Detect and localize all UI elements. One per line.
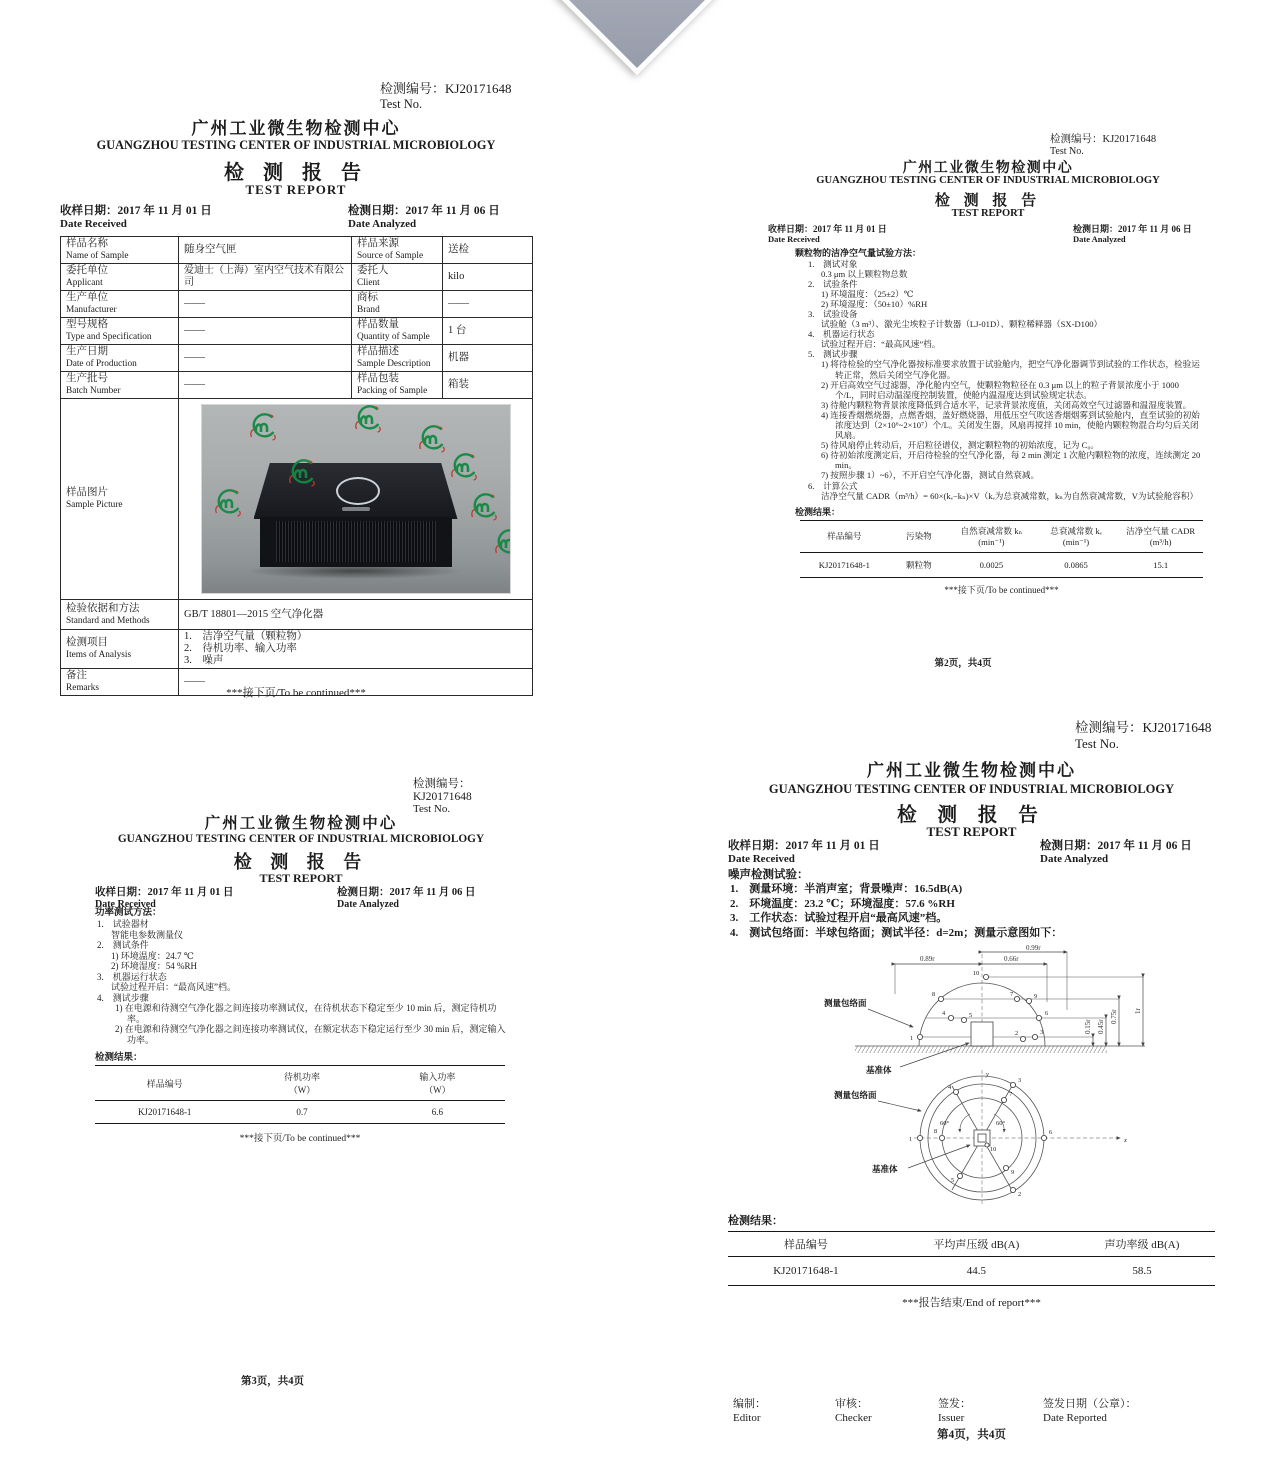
point-label: 9	[1034, 993, 1038, 1001]
cadr-results-table	[800, 520, 1203, 578]
method-section	[95, 908, 507, 1144]
method-line: 4. 测试步骤	[97, 992, 149, 1003]
dim-label: 1r	[1134, 1008, 1142, 1015]
method-line: 智能电参数测量仪	[111, 929, 184, 940]
section-title: 功率测试方法：	[95, 908, 162, 918]
envelope-surface-label: 测量包络面	[824, 998, 867, 1009]
test-number-en: Test No.	[1050, 146, 1084, 157]
sample-info-table	[60, 236, 533, 696]
table-row	[800, 552, 1203, 577]
date-received-block	[768, 224, 887, 244]
col-header-unit: （W）	[288, 1085, 316, 1095]
test-number: 检测编号：KJ20171648	[380, 81, 512, 96]
sign-date	[1043, 1398, 1137, 1425]
table-header-row	[800, 520, 1203, 552]
cell-standby-power: 0.7	[296, 1107, 308, 1117]
noise-test-section	[728, 868, 1215, 1310]
row-label: 样品数量	[357, 319, 399, 330]
sign-checker	[835, 1398, 872, 1425]
sign-label: 审核：	[835, 1398, 868, 1410]
angle-label: 60°	[996, 1120, 1006, 1128]
test-number-en: Test No.	[413, 803, 451, 815]
date-analyzed: 检测日期：2017 年 11 月 06 日	[1073, 224, 1192, 234]
section-title: 颗粒物的洁净空气量试验方法：	[795, 248, 922, 258]
row-value: ——	[448, 298, 469, 309]
report-title-cn: 检 测 报 告	[934, 193, 1042, 209]
dim-label: 0.45r	[1097, 1019, 1105, 1035]
row-label: 商标	[357, 292, 378, 303]
report-title-cn: 检 测 报 告	[224, 162, 368, 184]
row-label-en: Packing of Sample	[357, 386, 428, 396]
row-label: 样品描述	[357, 346, 399, 357]
row-value: kilo	[448, 271, 465, 282]
row-label-en: Batch Number	[66, 386, 121, 396]
dim-label: 0.89r	[920, 955, 935, 964]
date-analyzed-en: Date Analyzed	[1040, 853, 1109, 865]
cell-pollutant: 颗粒物	[905, 559, 932, 570]
formula-line: 洁净空气量 CADR（m³/h）= 60×(kₑ−kₙ)×V（kₑ为总衰减常数，kₙ为自然衰减常数，V为试验舱容积）	[821, 490, 1199, 501]
row-value: ——	[184, 325, 205, 336]
row-label: 委托人	[357, 265, 389, 276]
table-row	[61, 372, 533, 399]
center-name-cn: 广州工业微生物检测中心	[902, 161, 1074, 176]
method-line: 3. 机器运行状态	[97, 971, 167, 982]
row-label-en: Standard and Methods	[66, 615, 150, 626]
date-received: 收样日期：2017 年 11 月 01 日	[60, 205, 212, 217]
sign-label: 签发日期（公章）：	[1043, 1398, 1137, 1410]
date-received-block	[60, 205, 212, 231]
remarks-value: ——	[184, 676, 205, 687]
date-analyzed-en: Date Analyzed	[337, 898, 399, 910]
center-name-en: GUANGZHOU TESTING CENTER OF INDUSTRIAL MICROBIOLOGY	[768, 782, 1175, 796]
center-name-cn: 广州工业微生物检测中心	[867, 761, 1076, 780]
point-label: 10	[973, 970, 980, 978]
method-line: 2. 试验条件	[808, 278, 858, 289]
test-number-block	[1075, 716, 1212, 752]
point-label: 4	[948, 1084, 952, 1092]
date-analyzed: 检测日期：2017 年 11 月 06 日	[337, 887, 476, 898]
method-line: 1. 试验器材	[97, 919, 149, 929]
row-value: ——	[184, 298, 205, 309]
page-footer: 第3页，共4页	[241, 1376, 304, 1387]
col-header: 污染物	[905, 531, 932, 542]
date-analyzed-block	[348, 205, 500, 231]
device-brand-mark	[342, 507, 370, 511]
test-number-block	[380, 78, 511, 112]
row-label-en: Manufacturer	[66, 305, 117, 315]
row-value: 随身空气匣	[184, 244, 237, 255]
row-label: 委托单位	[66, 265, 108, 276]
method-step: 2) 开启高效空气过滤器，净化舱内空气，使颗粒物粒径在 0.3 μm 以上的粒子背景浓度小于 1000 个/L，同时启动温湿度控制装置，使舱内温湿度达到试验规定状态。	[821, 379, 1179, 400]
date-received: 收样日期：2017 年 11 月 01 日	[95, 887, 234, 898]
report-title-en: TEST REPORT	[259, 871, 343, 885]
row-label: 生产批号	[66, 373, 108, 384]
method-line: 试验过程开启：“最高风速”档。	[111, 982, 236, 992]
date-received-en: Date Received	[60, 218, 127, 230]
method-step: 7) 按照步骤 1）~6），不开启空气净化器，测试自然衰减。	[821, 470, 1040, 481]
row-label: 备注	[66, 670, 87, 681]
analysis-item: 2. 待机功率、输入功率	[184, 643, 297, 654]
envelope-surface-label: 测量包络面	[834, 1090, 877, 1101]
device-ring	[336, 477, 380, 505]
cell-cadr: 15.1	[1153, 559, 1169, 570]
col-header: 洁净空气量 CADR	[1126, 526, 1196, 537]
center-name-en: GUANGZHOU TESTING CENTER OF INDUSTRIAL MICROBIOLOGY	[96, 138, 496, 152]
noise-test-line: 4. 测试包络面：半球包络面；测试半径：d=2m；测量示意图如下：	[730, 926, 1063, 939]
report-title-cn: 检 测 报 告	[897, 805, 1046, 826]
method-step: 1) 将待检验的空气净化器按标准要求放置于试验舱内，把空气净化器调节到试验的工作状态，检验运转正常，然后关闭空气净化器。	[821, 359, 1200, 380]
method-line: 5. 测试步骤	[808, 349, 858, 360]
point-label: 7	[1010, 991, 1014, 999]
col-header: 总衰减常数 kₑ	[1050, 525, 1102, 536]
center-name-en: GUANGZHOU TESTING CENTER OF INDUSTRIAL MICROBIOLOGY	[117, 833, 485, 845]
point-label: 7	[1009, 1091, 1013, 1099]
cell-kn: 0.0025	[979, 559, 1004, 570]
analysis-item: 1. 洁净空气量（颗粒物）	[184, 631, 308, 642]
row-value: 1 台	[448, 325, 467, 336]
method-line: 1) 环境温度：24.7 ℃	[111, 950, 194, 961]
col-header-unit: (min⁻¹)	[1062, 536, 1090, 547]
center-name-cn: 广州工业微生物检测中心	[191, 119, 401, 138]
date-analyzed-block	[1073, 224, 1192, 244]
point-label: 5	[969, 1012, 973, 1020]
method-line: 1) 环境温度：（25±2）℃	[821, 288, 914, 299]
point-label: 8	[932, 991, 936, 999]
point-label: 5	[951, 1177, 955, 1185]
test-number: 检测编号：KJ20171648	[1050, 134, 1157, 145]
row-label-en: Client	[357, 278, 380, 288]
method-step: 2) 在电源和待测空气净化器之间连接功率测试仪，在额定状态下稳定运行至少 30 min 后，测定输入功率。	[115, 1024, 506, 1045]
cell-spl: 44.5	[966, 1265, 986, 1278]
date-received: 收样日期：2017 年 11 月 01 日	[768, 224, 887, 234]
center-name-cn: 广州工业微生物检测中心	[204, 815, 398, 832]
row-value: ——	[184, 379, 205, 390]
watermark-stamp-icon	[247, 413, 279, 443]
watermark-stamp-icon	[286, 459, 318, 489]
row-label: 样品名称	[66, 238, 108, 249]
row-label: 型号规格	[66, 319, 108, 330]
col-header-unit: (m³/h)	[1149, 537, 1172, 548]
report-page-3	[95, 775, 507, 1395]
col-header: 声功率级 dB(A)	[1069, 1232, 1215, 1257]
result-label: 检测结果：	[95, 1053, 143, 1063]
row-value: 箱装	[448, 379, 469, 390]
report-page-4	[728, 710, 1215, 1458]
dim-label: 0.75r	[1110, 1009, 1118, 1025]
noise-measurement-diagram	[820, 944, 1160, 1208]
center-name-en: GUANGZHOU TESTING CENTER OF INDUSTRIAL MICROBIOLOGY	[816, 175, 1160, 186]
watermark-stamp-icon	[492, 529, 511, 559]
analysis-item: 3. 噪声	[184, 655, 224, 666]
point-label: 3	[1040, 1029, 1044, 1037]
point-label: 9	[1011, 1169, 1015, 1177]
cell-ke: 0.0865	[1064, 559, 1088, 570]
row-label: 生产单位	[66, 292, 108, 303]
photo-label-en: Sample Picture	[66, 500, 123, 510]
sign-label-en: Checker	[835, 1411, 872, 1424]
cell-sample-id: KJ20171648-1	[773, 1265, 839, 1278]
col-header: 自然衰减常数 kₙ	[960, 525, 1023, 536]
date-analyzed: 检测日期：2017 年 11 月 06 日	[348, 205, 500, 217]
to-be-continued: ***接下页/To be continued***	[226, 687, 366, 699]
dim-label: 0.15r	[1084, 1019, 1092, 1035]
sample-photo	[201, 404, 511, 594]
point-label: 6	[1045, 1010, 1049, 1018]
method-line: 2) 环境湿度：（50±10）%RH	[821, 298, 928, 309]
row-label-en: Applicant	[66, 278, 103, 288]
method-line: 试验舱（3 m³）、激光尘埃粒子计数器（LJ-01D）、颗粒稀释器（SX-D100）	[821, 319, 1103, 330]
result-label: 检测结果：	[728, 1215, 783, 1228]
page-footer: 第2页，共4页	[934, 659, 992, 669]
point-label: 6	[1049, 1129, 1053, 1137]
table-row	[61, 600, 533, 630]
sign-label-en: Editor	[733, 1411, 761, 1424]
point-label: 4	[942, 1010, 946, 1018]
method-step: 4) 连接香烟燃烧器，点燃香烟，盖好燃烧器，用低压空气吹送香烟烟雾到试验舱内，直至试验的初始浓度达到（2×10⁶~2×10⁷）个/L。关闭发生器，风扇再搅拌 10 min，使舱内颗粒物混合均匀后关闭风扇。	[821, 409, 1200, 441]
row-label: 生产日期	[66, 346, 108, 357]
method-section	[795, 248, 1203, 596]
table-row	[61, 264, 533, 291]
point-label: 1	[910, 1035, 914, 1043]
row-label: 样品包装	[357, 373, 399, 384]
air-purifier-top	[254, 463, 458, 519]
method-line: 1. 测试对象	[808, 258, 858, 269]
point-label: 3	[1018, 1077, 1022, 1085]
point-label: 2	[1018, 1191, 1022, 1199]
report-title-en: TEST REPORT	[951, 208, 1025, 219]
watermark-stamp-icon	[352, 405, 384, 435]
row-label-en: Type and Specification	[66, 332, 152, 342]
method-line: 6. 计算公式	[808, 480, 858, 491]
point-label: 1	[909, 1136, 913, 1144]
date-received: 收样日期：2017 年 11 月 01 日	[728, 840, 880, 852]
sign-editor	[733, 1398, 766, 1425]
test-number-block	[413, 775, 507, 815]
axis-x-label: x	[1124, 1137, 1127, 1145]
method-step: 1) 在电源和待测空气净化器之间连接功率测试仪，在待机状态下稳定至少 10 min 后，测定待机功率。	[115, 1003, 497, 1024]
test-number-en: Test No.	[380, 97, 423, 111]
row-value: 送检	[448, 244, 469, 255]
noise-results-table	[728, 1231, 1215, 1286]
col-header: 样品编号	[827, 531, 862, 542]
date-analyzed-en: Date Analyzed	[348, 218, 417, 230]
date-analyzed: 检测日期：2017 年 11 月 06 日	[1040, 840, 1192, 852]
watermark-stamp-icon	[448, 453, 480, 483]
power-results-table	[95, 1065, 505, 1124]
report-title-en: TEST REPORT	[926, 824, 1017, 839]
section-title: 噪声检测试验：	[728, 869, 809, 881]
col-header: 样品编号	[146, 1078, 183, 1089]
noise-test-line: 3. 工作状态：试验过程开启“最高风速”档。	[730, 912, 948, 925]
noise-test-line: 1. 测量环境：半消声室；背景噪声：16.5dB(A)	[730, 883, 963, 895]
dim-label: 0.66r	[1004, 955, 1019, 964]
sign-label: 签发：	[938, 1398, 971, 1410]
sign-label-en: Date Reported	[1043, 1411, 1107, 1424]
table-row	[61, 345, 533, 372]
col-header: 待机功率	[284, 1072, 321, 1082]
sign-label: 编制：	[733, 1398, 766, 1410]
test-number-en: Test No.	[1075, 736, 1119, 751]
method-step: 5) 待风扇停止转动后，开启粒径谱仪，测定颗粒物的初始浓度，记为 C₀。	[821, 440, 1099, 451]
cell-sample-id: KJ20171648-1	[137, 1107, 192, 1117]
row-label-en: Name of Sample	[66, 251, 129, 261]
point-label: 2	[1015, 1030, 1019, 1038]
watermark-stamp-icon	[212, 489, 244, 519]
report-title-cn: 检 测 报 告	[233, 852, 369, 872]
col-header: 输入功率	[419, 1072, 456, 1082]
table-row	[61, 237, 533, 264]
air-purifier-front	[260, 517, 452, 567]
table-header-row	[95, 1066, 505, 1101]
table-row	[95, 1101, 505, 1124]
col-header: 样品编号	[728, 1232, 884, 1257]
row-label: 检验依据和方法	[66, 602, 140, 614]
row-label-en: Date of Production	[66, 359, 137, 369]
row-value: ——	[184, 352, 205, 363]
point-label: 8	[934, 1128, 938, 1136]
sign-issuer	[938, 1398, 971, 1425]
standards-value: GB/T 18801—2015 空气净化器	[184, 608, 324, 620]
report-page-1	[60, 78, 532, 720]
sample-picture-row	[61, 399, 533, 600]
test-number-block	[1050, 131, 1156, 157]
method-line: 2) 环境湿度：54 %RH	[111, 961, 197, 971]
row-label: 样品来源	[357, 238, 399, 249]
result-label: 检测结果：	[795, 506, 841, 517]
method-line: 2. 测试条件	[97, 940, 149, 950]
end-of-report: ***报告结束/End of report***	[902, 1297, 1041, 1310]
date-received-en: Date Received	[768, 234, 820, 244]
dim-label: 0.99r	[1026, 944, 1041, 953]
date-analyzed-en: Date Analyzed	[1073, 234, 1126, 244]
method-line: 试验过程开启：“最高风速”档。	[821, 339, 941, 350]
row-label-en: Brand	[357, 305, 380, 315]
noise-test-line: 2. 环境温度：23.2 ℃；环境湿度：57.6 %RH	[730, 897, 955, 910]
photo-label: 样品图片	[66, 487, 108, 498]
method-line: 4. 机器运行状态	[808, 329, 875, 340]
axis-y-label: y	[986, 1071, 989, 1079]
report-page-2	[768, 131, 1208, 679]
row-label-en: Sample Description	[357, 359, 431, 369]
row-value: 爱迪士（上海）室内空气技术有限公司	[184, 265, 344, 288]
watermark-stamp-icon	[416, 425, 448, 455]
row-label-en: Source of Sample	[357, 251, 424, 261]
test-number: 检测编号：KJ20171648	[413, 778, 472, 803]
date-received-en: Date Received	[95, 898, 156, 910]
device-mesh	[276, 521, 436, 562]
cell-input-power: 6.6	[431, 1107, 443, 1117]
col-header-unit: (min⁻¹)	[978, 536, 1005, 547]
col-header-unit: （W）	[424, 1085, 451, 1095]
reference-body-label: 基准体	[872, 1164, 898, 1175]
cell-sample-id: KJ20171648-1	[818, 559, 870, 570]
date-analyzed-block	[1040, 840, 1192, 866]
method-line: 3. 试验设备	[808, 308, 858, 319]
date-received-en: Date Received	[728, 853, 795, 865]
table-row	[728, 1257, 1215, 1286]
table-row	[61, 318, 533, 345]
table-header-row	[728, 1232, 1215, 1257]
page-footer: 第4页，共4页	[937, 1429, 1006, 1441]
col-header: 平均声压级 dB(A)	[884, 1232, 1069, 1257]
row-value: 机器	[448, 352, 469, 363]
method-step: 3) 待舱内颗粒物背景浓度降低到合适水平，记录背景浓度值，关闭高效空气过滤器和温湿度装置。	[821, 399, 1192, 410]
date-received-block	[95, 887, 234, 910]
row-label-en: Items of Analysis	[66, 650, 132, 660]
row-label-en: Remarks	[66, 683, 100, 693]
angle-label: 60°	[940, 1120, 950, 1128]
report-title-en: TEST REPORT	[245, 182, 347, 197]
method-line: 0.3 μm 以上颗粒物总数	[821, 268, 908, 279]
table-row	[61, 630, 533, 669]
watermark-stamp-icon	[468, 493, 500, 523]
date-analyzed-block	[337, 887, 476, 910]
table-row	[61, 291, 533, 318]
sign-label-en: Issuer	[938, 1411, 965, 1424]
to-be-continued: ***接下页/To be continued***	[239, 1134, 361, 1144]
cell-swl: 58.5	[1132, 1265, 1152, 1278]
method-step: 6) 待初始浓度测定后，开启待检验的空气净化器，每 2 min 测定 1 次舱内颗粒物的浓度，连续测定 20 min。	[821, 450, 1201, 471]
row-label-en: Quantity of Sample	[357, 332, 430, 342]
row-label: 检测项目	[66, 637, 108, 648]
date-received-block	[728, 840, 880, 866]
test-number: 检测编号：KJ20171648	[1075, 720, 1212, 735]
to-be-continued: ***接下页/To be continued***	[944, 584, 1059, 595]
reference-body-label: 基准体	[866, 1065, 892, 1076]
point-label: 10	[990, 1146, 997, 1154]
top-banner-diamond-decoration	[524, 0, 750, 75]
